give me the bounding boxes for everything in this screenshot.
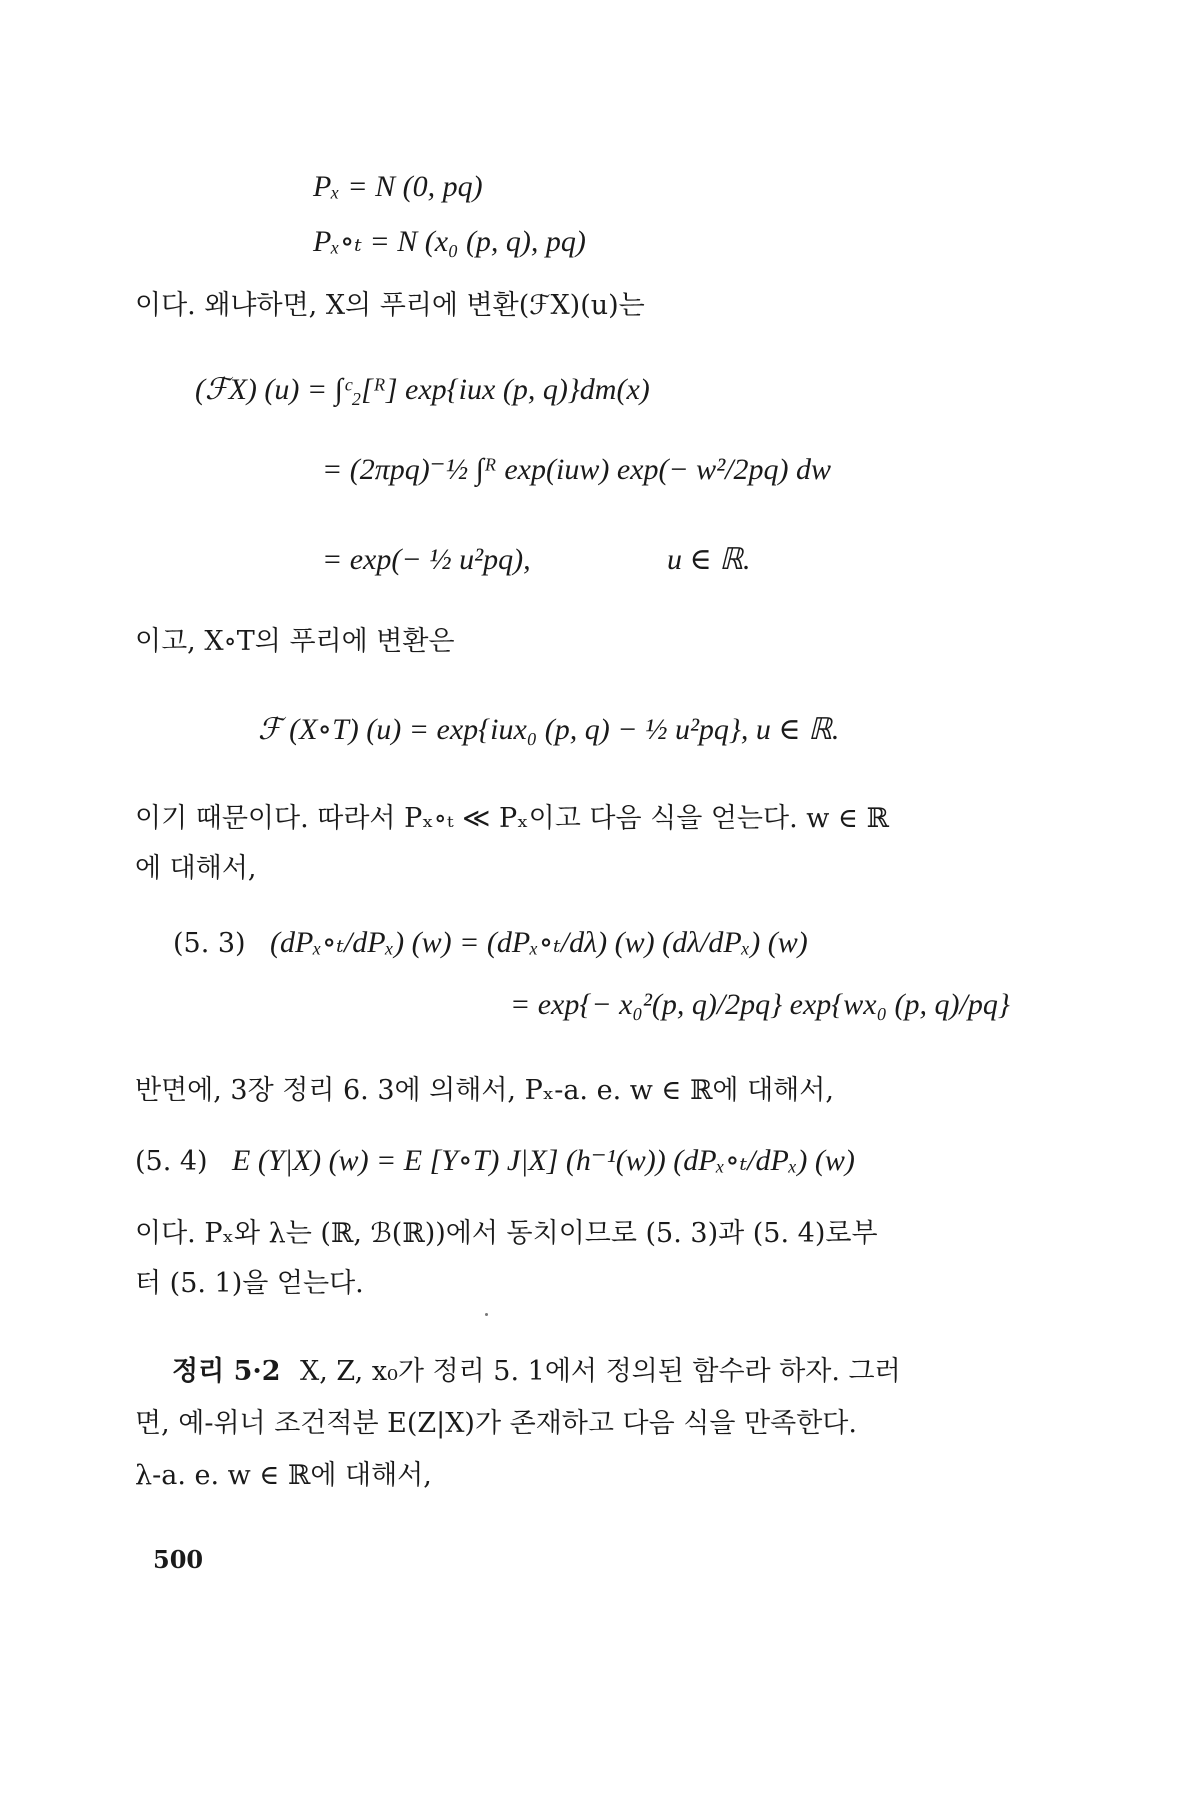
equation-5-3-result: = exp{− x₀²(p, q)/2pq} exp{wx₀ (p, q)/pq} [510, 988, 1010, 1021]
stray-dot [485, 1313, 488, 1316]
equation-number: (5. 3) [173, 928, 246, 959]
equation-5-4: E (Y|X) (w) = E [Y∘T) J|X] (h⁻¹(w)) (dPₓ∘ₜ/dPₓ) (w) [232, 1144, 855, 1177]
equation-pxt: Pₓ∘ₜ = N (x₀ (p, q), pq) [313, 225, 586, 258]
equation-fourier-x-result: = exp(− ½ u²pq), [322, 543, 531, 576]
paragraph-line: 반면에, 3장 정리 6. 3에 의해서, Pₓ-a. e. w ∈ ℝ에 대해서, [135, 1075, 834, 1106]
paragraph-line: 터 (5. 1)을 얻는다. [135, 1268, 364, 1299]
theorem-line: 면, 예-위너 조건적분 E(Z|X)가 존재하고 다음 식을 만족한다. [135, 1408, 857, 1439]
paragraph-line: 이기 때문이다. 따라서 Pₓ∘ₜ ≪ Pₓ이고 다음 식을 얻는다. w ∈ ℝ [135, 803, 889, 834]
equation-fourier-xt: ℱ (X∘T) (u) = exp{iux₀ (p, q) − ½ u²pq}, u ∈ ℝ. [258, 713, 840, 746]
paragraph-line: 에 대해서, [135, 853, 257, 884]
paragraph-line: 이다. Pₓ와 λ는 (ℝ, ℬ(ℝ))에서 동치이므로 (5. 3)과 (5. 4)로부 [135, 1218, 878, 1249]
equation-domain: u ∈ ℝ. [667, 543, 751, 576]
paragraph-line: 이다. 왜냐하면, X의 푸리에 변환(ℱX)(u)는 [135, 290, 645, 321]
page-number: 500 [153, 1545, 204, 1574]
theorem-line: λ-a. e. w ∈ ℝ에 대해서, [135, 1460, 432, 1491]
equation-px: Pₓ = N (0, pq) [313, 170, 483, 203]
equation-number: (5. 4) [135, 1146, 208, 1177]
equation-fourier-x: (ℱX) (u) = ∫ᶜ₂[ᴿ] exp{iux (p, q)}dm(x) [195, 373, 650, 406]
equation-fourier-x-step: = (2πpq)⁻½ ∫ᴿ exp(iuw) exp(− w²/2pq) dw [322, 453, 832, 486]
theorem-label: 정리 5·2 [172, 1356, 281, 1387]
equation-5-3: (dPₓ∘ₜ/dPₓ) (w) = (dPₓ∘ₜ/dλ) (w) (dλ/dPₓ) (w) [270, 926, 808, 959]
paragraph-line: 이고, X∘T의 푸리에 변환은 [135, 626, 455, 657]
theorem-line: X, Z, x₀가 정리 5. 1에서 정의된 함수라 하자. 그러 [300, 1356, 901, 1387]
